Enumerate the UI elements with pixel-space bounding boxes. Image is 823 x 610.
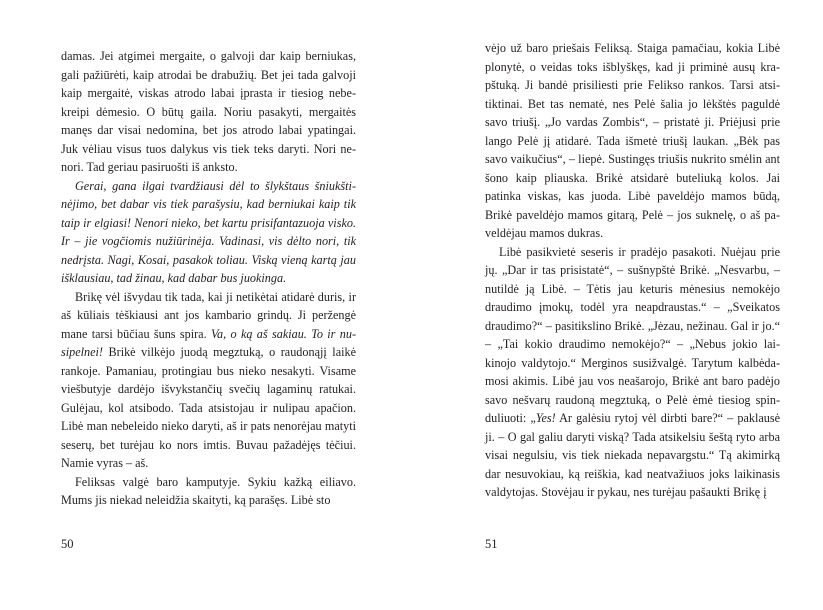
paragraph: damas. Jei atgimei mergaite, o galvoji dar kaip berniukas, gali pažiūrėti, kaip atrodai be drabužių. Bet jei tada galvoji kaip mergaitė, viskas atrodo labai įprasta ir tiesiog nebekreipi dėmesio. O būtų gaila. Noriu pasakyti, mergaitės manęs dar visai nedomina, bet jos atrodo labai ypatingai. Juk vėliau visus tuos dalykus vis tiek teks daryti. Nori nenori. Tad geriau pasiruošti iš anksto. (61, 49, 356, 174)
paragraph: Gerai, gana ilgai tvardžiausi dėl to šlykštaus šniukštinėjimo, bet dabar vis tiek parašysiu, kad berniukai kaip tik taip ir elgiasi! Nenori nieko, bet kartu prisifantazuoja visko. Ir – jie vogčiomis nužiūrinėja. Vadinasi, vis dėlto nori, tik nedrįsta. Nagi, Kosai, pasakok toliau. Viską vieną kartą jau išklausiau, tad žinau, kad dabar bus juokinga. (61, 178, 356, 285)
left-page (0, 0, 411, 610)
paragraph: Libė pasikvietė seseris ir pradėjo pasakoti. Nuėjau prie jų. „Dar ir tas prisistatė“, – sušnypštė Brikė. „Nesvarbu, – nutildė ją Libė. – Tėtis jau keturis mėnesius nemokėjo draudimo įmokų, todėl yra neapdraustas.“ – „Sveikatos draudimo?“ – pasitikslino Brikė. „Jėzau, nežinau. Gal ir jo.“ – „Tai kokio draudimo nemokėjo?“ – „Nebus jokio laikinojo valdytojo.“ Merginos susižvalgė. Tarytum kalbėdamosi akimis. Libė jau vos neašarojo, Brikė ant baro padėjo savo nešvarų raudoną megztuką, o Pelė ėmė tiesiog spinduliuoti: „Yes! Ar galėsiu rytoj vėl dirbti bare?“ – paklausė ji. – O gal galiu daryti viską? Tada atsikelsiu šeštą ryto arba visai negulsiu, vis tiek niekada nepavargstu.“ Tą akimirką dar nesuvokiau, ką reiškia, kad neatvažiuos joks laikinasis valdytojas. Stovėjau ir pykau, nes turėjau pašaukti Brikę į (485, 244, 780, 499)
paragraph: vėjo už baro priešais Feliksą. Staiga pamačiau, kokia Libė plonytė, o veidas toks išblyškęs, kad ji priminė ausų krapštuką. Ji bandė prisiliesti prie Felikso rankos. Tarsi atsitiktinai. Bet tas nematė, nes Pelė šalia jo lėkštės paguldė savo triušį. „Jo vardas Zombis“, – pristatė ji. Priėjusi prie lango Pelė jį atidarė. Tada išmetė triušį laukan. „Bėk pas savo vaikučius“, – liepė. Sustingęs triušis nukrito smėlin ant šono kaip pliauska. Brikė atsidarė buteliuką kolos. Jai patinka viskas, kas juoda. Libė paveldėjo mamos būdą, Brikė paveldėjo mamos gitarą, Pelė – jos suknelę, o aš paveldėjau mamos dukras. (485, 41, 780, 240)
page-number: 50 (61, 537, 74, 551)
right-page (412, 0, 823, 610)
right-page-text (485, 39, 780, 502)
paragraph: Feliksas valgė baro kamputyje. Sykiu kažką eiliavo. Mums jis niekad neleidžia skaityti, ką parašęs. Libė sto (61, 474, 356, 507)
paragraph: Brikę vėl išvydau tik tada, kai ji netikėtai atidarė duris, ir aš kūliais tėškiausi ant jos kambario grindų. Ji peržengė mane tarsi būčiau šuns spira. Va, o ką aš sakiau. To ir nusipelnei! Brikė vilkėjo juodą megztuką, o raudonąjį laikė rankoje. Pamaniau, protingiau bus nieko nesakyti. Visame viešbutyje dardėjo išvykstančių svečių lagaminų ratukai. Gulėjau, kol atsibodo. Tada atsistojau ir nulipau apačion. Libė man nebeleido nieko daryti, aš ir pats nenorėjau matyti seserų, bet turėjau ko nors imtis. Buvau pažadėjęs tėčiui. Namie vyras – aš. (61, 289, 356, 470)
left-page-text (61, 47, 356, 510)
page-number: 51 (485, 537, 498, 551)
